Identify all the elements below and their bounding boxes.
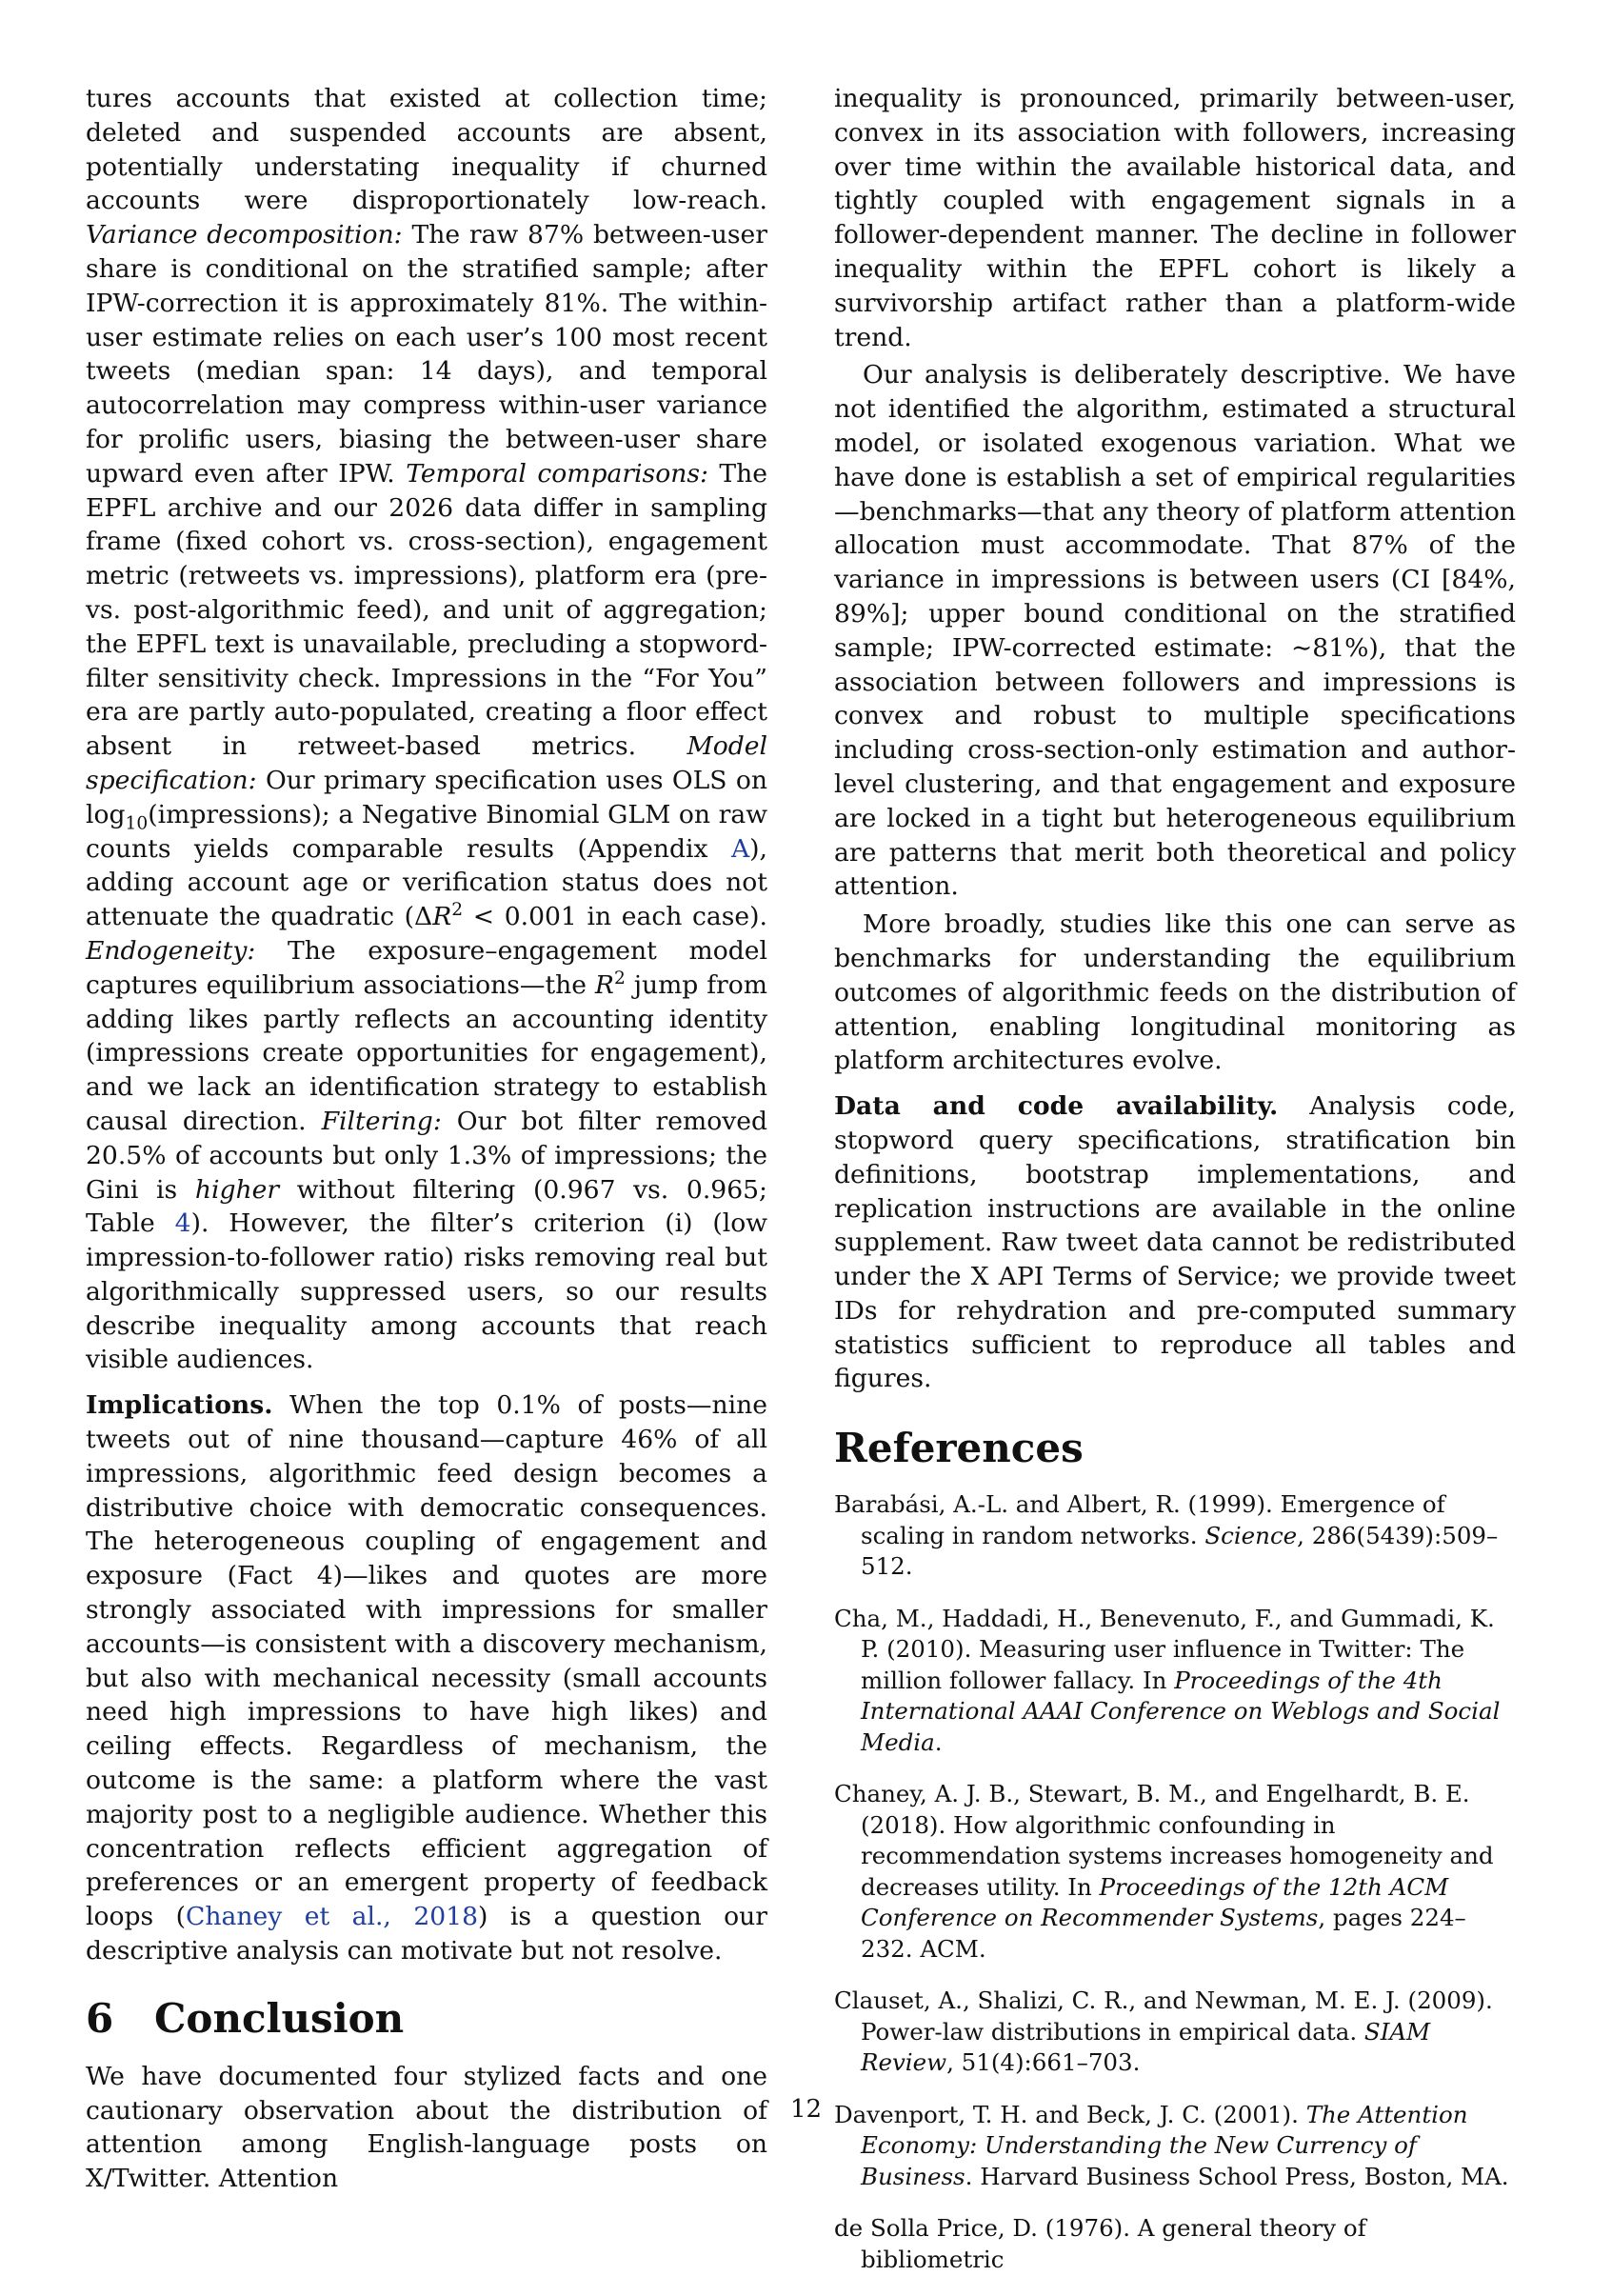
text-run: Clauset, A., Shalizi, C. R., and Newman, M. E. J. (2009). Power-law distributions in empirical data.	[834, 1987, 1493, 2046]
text-run: without filtering (0.967 vs. 0.965; Table	[86, 1174, 768, 1239]
text-run: The exposure–engagement model captures equilibrium associations—the	[86, 935, 767, 1000]
right-column	[834, 82, 1516, 2296]
text-run: ) is a question our descriptive analysis can motivate but not resolve.	[86, 1902, 768, 1967]
text-run: Science	[1204, 1521, 1298, 1549]
text-run: tures accounts that existed at collection time; deleted and suspended accounts are absent, potentially understating inequality if churned accounts were disproportionately low-reach.	[86, 84, 767, 216]
left-column	[86, 82, 767, 2196]
text-run: The raw 87% between-user share is conditional on the stratified sample; after IPW-correction it is approximately 81%. The within-user estimate relies on each user’s 100 most recent tweets (median span: 14 days), and temporal autocorrelation may compress within-user variance for prolific users, biasing the between-user share upward even after IPW.	[86, 220, 767, 489]
references-heading: References	[834, 1425, 1084, 1472]
broadly-paragraph: More broadly, studies like this one can serve as benchmarks for understanding the equilibrium outcomes of algorithmic feeds on the distribution of attention, enabling longitudinal monitoring as platform architectures evolve.	[834, 909, 1516, 1076]
reference-list	[834, 1489, 1516, 2275]
text-run: Chaney, A. J. B., Stewart, B. M., and Engelhardt, B. E. (2018). How algorithmic confounding in recommendation systems increases homogeneity and decreases utility. In	[834, 1780, 1494, 1901]
text-run: . Harvard Business School Press, Boston, MA.	[965, 2162, 1509, 2190]
text-run: When the top 0.1% of posts—nine tweets out of nine thousand—capture 46% of all impressions, algorithmic feed design becomes a distributive choice with democratic consequences. The heterogeneous coupling of engagement and exposure (Fact 4)—likes and quotes are more strongly associated with impressions for smaller accounts—is consistent with a discovery mechanism, but also with mechanical necessity (small accounts need high impressions to have high likes) and ceiling effects. Regardless of mechanism, the outcome is the same: a platform where the vast majority post to a negligible audience. Whether this concentration reflects efficient aggregation of preferences or an emergent property of feedback loops (	[86, 1390, 767, 1932]
text-run: Temporal comparisons:	[406, 458, 708, 489]
reference-entry	[834, 1489, 1516, 1583]
text-run: Variance decomposition:	[86, 220, 403, 250]
conclusion-paragraph-start: We have documented four stylized facts and one cautionary observation about the distribution of attention among English-language posts on X/Twitter. Attention	[86, 2061, 767, 2194]
text-run: 10	[125, 813, 149, 834]
text-run: higher	[194, 1174, 280, 1205]
text-run: Proceedings of the 4th International AAAI Conference on Weblogs and Social Media	[861, 1666, 1501, 1756]
reference-entry	[834, 1986, 1516, 2079]
reference-entry	[834, 2213, 1516, 2275]
data-availability-heading: Data and code availability.	[834, 1091, 1279, 1122]
reference-entry	[834, 1779, 1516, 1965]
text-run: Proceedings of the 12th ACM Conference on Recommender Systems	[861, 1872, 1449, 1932]
data-availability-body: Analysis code, stopword query specifications, stratification bin definitions, bootstrap implementations, and replication instructions are available in the online supplement. Raw tweet data cannot be redistributed under the X API Terms of Service; we provide tweet IDs for rehydration and pre-computed summary statistics sufficient to reproduce all tables and figures.	[834, 1091, 1517, 1394]
text-run: R	[432, 902, 452, 932]
text-run: The Attention Economy: Understanding the New Currency of Business	[861, 2100, 1468, 2190]
text-run: , pages 224–232. ACM.	[861, 1904, 1466, 1963]
text-run: Filtering:	[321, 1106, 442, 1136]
text-run: jump from adding likes partly reflects an accounting identity (impressions create opportunities for engagement), and we lack an identification strategy to establish causal direction.	[86, 969, 767, 1136]
text-run: Endogeneity:	[86, 935, 256, 966]
text-run: 2	[613, 968, 626, 988]
text-run: Our bot filter removed 20.5% of accounts but only 1.3% of impressions; the Gini is	[86, 1106, 768, 1205]
text-run: Davenport, T. H. and Beck, J. C. (2001).	[834, 2100, 1306, 2128]
text-run: SIAM Review	[861, 2017, 1431, 2077]
implications-paragraph	[86, 1388, 767, 1968]
text-run: < 0.001 in each case).	[463, 902, 767, 932]
text-run: Our primary specification uses OLS on log	[86, 765, 767, 829]
text-run: (impressions); a Negative Binomial GLM on raw counts yields comparable results (Appendix	[86, 799, 767, 864]
text-run: , 286(5439):509–512.	[861, 1521, 1499, 1581]
section-heading-conclusion: 6 Conclusion	[86, 1994, 405, 2042]
text-run: de Solla Price, D. (1976). A general theory of bibliometric	[834, 2214, 1366, 2273]
page-number: 12	[789, 2095, 823, 2124]
reference-entry	[834, 1604, 1516, 1759]
data-availability-paragraph	[834, 1089, 1516, 1396]
text-run: .	[934, 1727, 943, 1756]
text-run: ). However, the filter’s criterion (i) (low impression-to-follower ratio) risks removing real but algorithmically suppressed users, so our results describe inequality among accounts that reach visible audiences.	[86, 1208, 767, 1375]
run-in-heading: Implications.	[86, 1390, 273, 1421]
robustness-paragraph	[86, 82, 767, 1377]
text-run: , 51(4):661–703.	[946, 2048, 1141, 2077]
citation-link[interactable]: 4	[174, 1208, 191, 1239]
descriptive-paragraph: Our analysis is deliberately descriptive. We have not identified the algorithm, estimated a structural model, or isolated exogenous variation. What we have done is establish a set of empirical regularities—benchmarks—that any theory of platform attention allocation must accommodate. That 87% of the variance in impressions is between users (CI [84%, 89%]; upper bound conditional on the stratified sample; IPW-corrected estimate: ∼81%), that the association between followers and impressions is convex and robust to multiple specifications including cross-section-only estimation and author-level clustering, and that engagement and exposure are locked in a tight but heterogeneous equilibrium are patterns that merit both theoretical and policy attention.	[834, 360, 1516, 902]
text-run: Barabási, A.-L. and Albert, R. (1999). Emergence of scaling in random networks.	[834, 1490, 1445, 1549]
text-run: R	[594, 969, 614, 1000]
text-run: The EPFL archive and our 2026 data differ in sampling frame (fixed cohort vs. cross-section), engagement metric (retweets vs. impressions), platform era (pre- vs. post-algorithmic feed), and unit of aggregation; the EPFL text is unavailable, precluding a stopword-filter sensitivity check. Impressions in the “For You” era are partly auto-populated, creating a floor effect absent in retweet-based metrics.	[86, 458, 767, 762]
text-run: 2	[451, 900, 464, 921]
text-run: Model specification:	[86, 731, 767, 795]
conclusion-paragraph-cont: inequality is pronounced, primarily between-user, convex in its association with followers, increasing over time within the available historical data, and tightly coupled with engagement signals in a follower-dependent manner. The decline in follower inequality within the EPFL cohort is likely a survivorship artifact rather than a platform-wide trend.	[834, 84, 1516, 352]
citation-link[interactable]: A	[730, 833, 750, 864]
citation-link[interactable]: Chaney et al., 2018	[186, 1902, 479, 1932]
text-run: Cha, M., Haddadi, H., Benevenuto, F., and Gummadi, K. P. (2010). Measuring user influence in Twitter: The million follower fallacy. In	[834, 1604, 1495, 1694]
text-run: ), adding account age or verification status does not attenuate the quadratic (Δ	[86, 833, 767, 932]
